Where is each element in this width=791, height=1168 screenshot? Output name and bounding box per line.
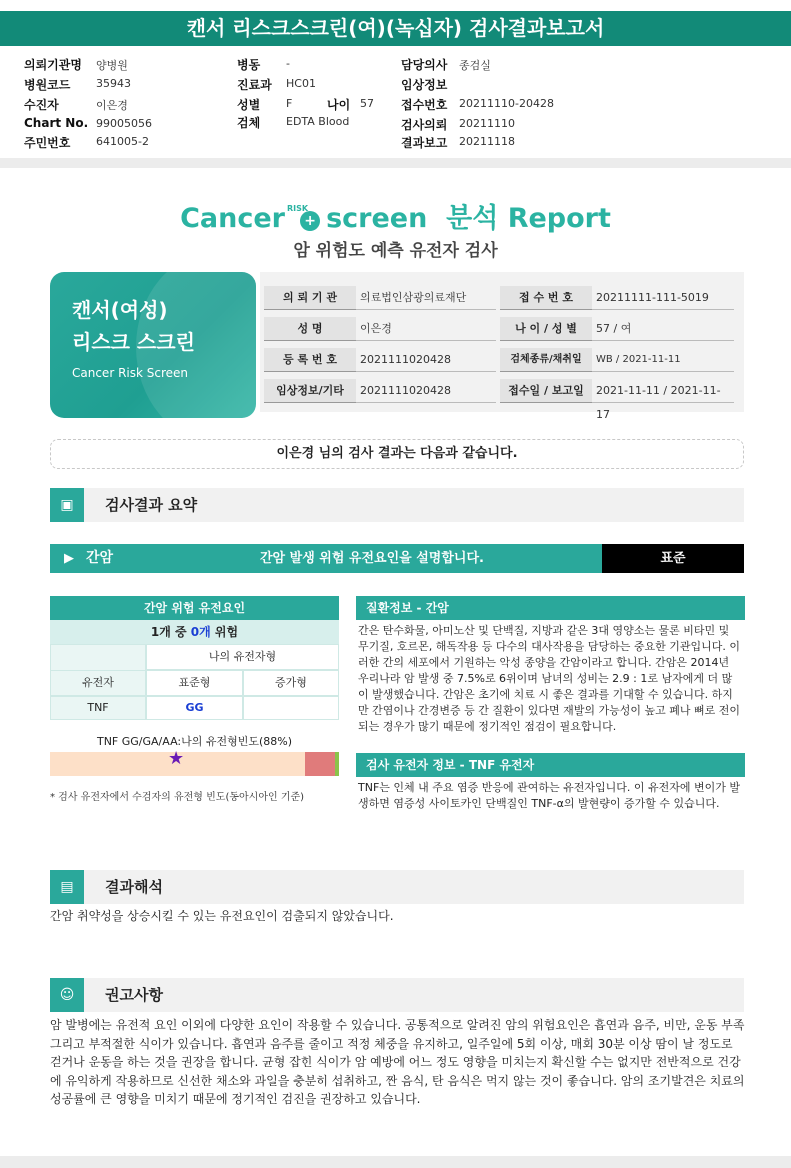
- summary-section-header: [50, 488, 744, 522]
- play-arrow-icon: ▶: [64, 551, 74, 566]
- label-resident-no: 주민번호: [24, 136, 71, 150]
- plus-ball-icon: +: [300, 211, 320, 231]
- increased-col-header: 증가형: [243, 670, 339, 696]
- report-title: 캔서 리스크스크린(여)(녹십자) 검사결과보고서: [0, 11, 791, 46]
- value-department: HC01: [286, 77, 316, 90]
- risk-count: [50, 620, 339, 644]
- value-resident-no: 641005-2: [96, 135, 149, 148]
- logo-report: 분석 Report: [446, 203, 611, 234]
- standard-genotype: GG: [146, 696, 243, 720]
- result-notice: 이은경 님의 검사 결과는 다음과 같습니다.: [50, 439, 744, 469]
- value-doctor: 종검실: [459, 59, 491, 72]
- increased-genotype: [243, 696, 339, 720]
- info-label-age-sex: 나 이 / 성 별: [500, 317, 592, 341]
- disease-info-text: 간은 탄수화물, 아미노산 및 단백질, 지방과 같은 3대 영양소는 물론 비타민 및 무기질, 호르몬, 해독작용 등 다수의 대사작용을 담당하는 중요한 기관입니다. 이러한 간의 세포에서 기원하는 악성 종양을 간암이라고 합니다. 간암은 2014년 우리나라 암 발생 중 7.5%로 6위이며 남녀의 성비는 2.9 : 1로 남자에게 더 많이 발생했습니다. 간암은 초기에 치료 시 좋은 결과를 기대할 수 있습니다. 하지만 간염이나 간경변증 등 간 질환이 있다면 재발의 가능성이 높고 폐나 뼈로 전이되는 경우가 많기 때문에 정기적인 점검이 필요합니다.: [358, 624, 740, 733]
- recommendation-text: 암 발병에는 유전적 요인 이외에 다양한 요인이 작용할 수 있습니다. 공통적으로 알려진 암의 위험요인은 흡연과 음주, 비만, 운동 부족 그리고 부적절한 식이가 있습니다. 흡연과 음주를 줄이고 적정 체중을 유지하고, 일주일에 5회 이상, 매회 30분 이상 땀이 날 정도로 걷거나 운동을 하는 것을 권장을 합니다. 균형 잡힌 식이가 암 예방에 어느 정도 영향을 미치는지 확신할 수는 없지만 전반적으로 건강에 유익하게 작용하므로 신선한 채소와 과일을 충분히 섭취하고, 짠 음식, 탄 음식은 먹지 않는 것이 좋습니다. 암의 조기발견은 치료의 성공률에 큰 영향을 미치기 때문에 정기적인 검진을 권장하고 있습니다.: [50, 1018, 745, 1106]
- value-ward: -: [286, 57, 290, 70]
- risk-count-value: 0개: [190, 625, 211, 639]
- value-receipt-no: 20211110-20428: [459, 97, 554, 110]
- gene-info-text: TNF는 인체 내 주요 염증 반응에 관여하는 유전자입니다. 이 유전자에 변이가 발생하면 염증성 사이토카인 단백질인 TNF-α의 발현량이 증가할 수 있습니다.: [358, 781, 741, 810]
- disease-info-header: 질환정보 - 간암: [356, 596, 745, 620]
- page-subtitle: 암 위험도 예측 유전자 검사: [293, 241, 498, 261]
- info-value-age-sex: 57 / 여: [592, 317, 734, 341]
- interpretation-section-header: [50, 870, 744, 904]
- cancer-description: 간암 발생 위험 유전요인을 설명합니다.: [260, 551, 484, 566]
- card-english-title: Cancer Risk Screen: [72, 366, 189, 380]
- info-value-specimen: WB / 2021-11-11: [592, 348, 734, 372]
- info-label-specimen: 검체종류/채취일: [500, 348, 592, 372]
- logo-risk: RISK: [286, 204, 309, 213]
- patient-info-table: [260, 272, 744, 421]
- label-sex: 성별: [237, 98, 261, 112]
- info-value-institution: 의료법인삼광의료재단: [356, 286, 496, 310]
- info-value-receipt: 20211111-111-5019: [592, 286, 734, 310]
- value-specimen: EDTA Blood: [286, 115, 350, 128]
- cancer-result-bar: [50, 544, 744, 573]
- label-age: 나이: [327, 98, 351, 112]
- value-institution: 양병원: [96, 59, 128, 72]
- my-genotype-header: 나의 유전자형: [146, 644, 339, 670]
- label-hospital-code: 병원코드: [24, 78, 71, 92]
- label-institution: 의뢰기관명: [24, 58, 82, 72]
- info-label-dates: 접수일 / 보고일: [500, 379, 592, 403]
- label-chart-no: Chart No.: [24, 116, 89, 130]
- logo-word-screen: screen: [326, 203, 428, 234]
- interpretation-title: 결과해석: [105, 878, 163, 896]
- label-report-date: 결과보고: [401, 136, 448, 150]
- frequency-label: TNF GG/GA/AA:나의 유전형빈도(88%): [96, 735, 293, 748]
- info-label-institution: 의 뢰 기 관: [264, 286, 356, 310]
- card-title-line1: 캔서(여성): [72, 298, 168, 322]
- doctor-icon: ☺: [50, 978, 84, 1012]
- info-value-reg-no: 2021111020428: [356, 348, 496, 372]
- label-request-date: 검사의뢰: [401, 118, 448, 132]
- info-label-receipt: 접 수 번 호: [500, 286, 592, 310]
- frequency-scale-bar: [50, 748, 339, 776]
- logo-word-cancer: Cancer: [180, 203, 285, 234]
- value-age: 57: [360, 97, 374, 110]
- cancer-screen-logo: [0, 196, 791, 236]
- label-patient: 수진자: [24, 98, 59, 112]
- label-clinical-info: 임상정보: [401, 78, 448, 92]
- risk-table-title: 간암 위험 유전요인: [50, 596, 339, 620]
- star-marker-icon: ★: [168, 748, 185, 769]
- gene-name: TNF: [50, 696, 146, 720]
- label-doctor: 담당의사: [401, 58, 448, 72]
- label-department: 진료과: [237, 78, 272, 92]
- label-receipt-no: 접수번호: [401, 98, 448, 112]
- card-title-line2: 리스크 스크린: [72, 330, 195, 354]
- info-value-dates: 2021-11-11 / 2021-11-17: [592, 379, 734, 403]
- interpretation-text: 간암 취약성을 상승시킬 수 있는 유전요인이 검출되지 않았습니다.: [50, 909, 394, 923]
- cancer-name: 간암: [86, 550, 114, 566]
- report-header: [0, 46, 791, 158]
- value-request-date: 20211110: [459, 117, 515, 130]
- recommendation-section-header: [50, 978, 744, 1012]
- label-ward: 병동: [237, 58, 261, 72]
- value-hospital-code: 35943: [96, 77, 131, 90]
- gene-info-header: 검사 유전자 정보 - TNF 유전자: [356, 753, 745, 777]
- info-label-clinical: 임상정보/기타: [264, 379, 356, 403]
- info-label-name: 성 명: [264, 317, 356, 341]
- gene-col-header: 유전자: [50, 670, 146, 696]
- label-specimen: 검체: [237, 116, 261, 130]
- report-icon: ▤: [50, 870, 84, 904]
- standard-col-header: 표준형: [146, 670, 243, 696]
- status-badge: 표준: [602, 544, 744, 573]
- scale-risk-segment: [305, 752, 335, 776]
- scale-end-segment: [335, 752, 339, 776]
- risk-count-prefix: 1개 중: [150, 625, 187, 639]
- summary-section-title: 검사결과 요약: [105, 496, 198, 514]
- value-sex: F: [286, 97, 293, 110]
- value-report-date: 20211118: [459, 135, 515, 148]
- product-card: [50, 272, 256, 418]
- folder-plus-icon: ▣: [50, 488, 84, 522]
- recommendation-title: 권고사항: [105, 986, 163, 1004]
- risk-count-suffix: 위험: [214, 625, 239, 639]
- info-value-name: 이은경: [356, 317, 496, 341]
- frequency-footnote: * 검사 유전자에서 수검자의 유전형 빈도(동아시아인 기준): [50, 792, 305, 803]
- info-label-reg-no: 등 록 번 호: [264, 348, 356, 372]
- value-chart-no: 99005056: [96, 117, 152, 130]
- header-divider: [0, 158, 791, 168]
- info-value-clinical: 2021111020428: [356, 379, 496, 403]
- value-patient: 이은경: [96, 99, 128, 112]
- footer-band: [0, 1156, 791, 1168]
